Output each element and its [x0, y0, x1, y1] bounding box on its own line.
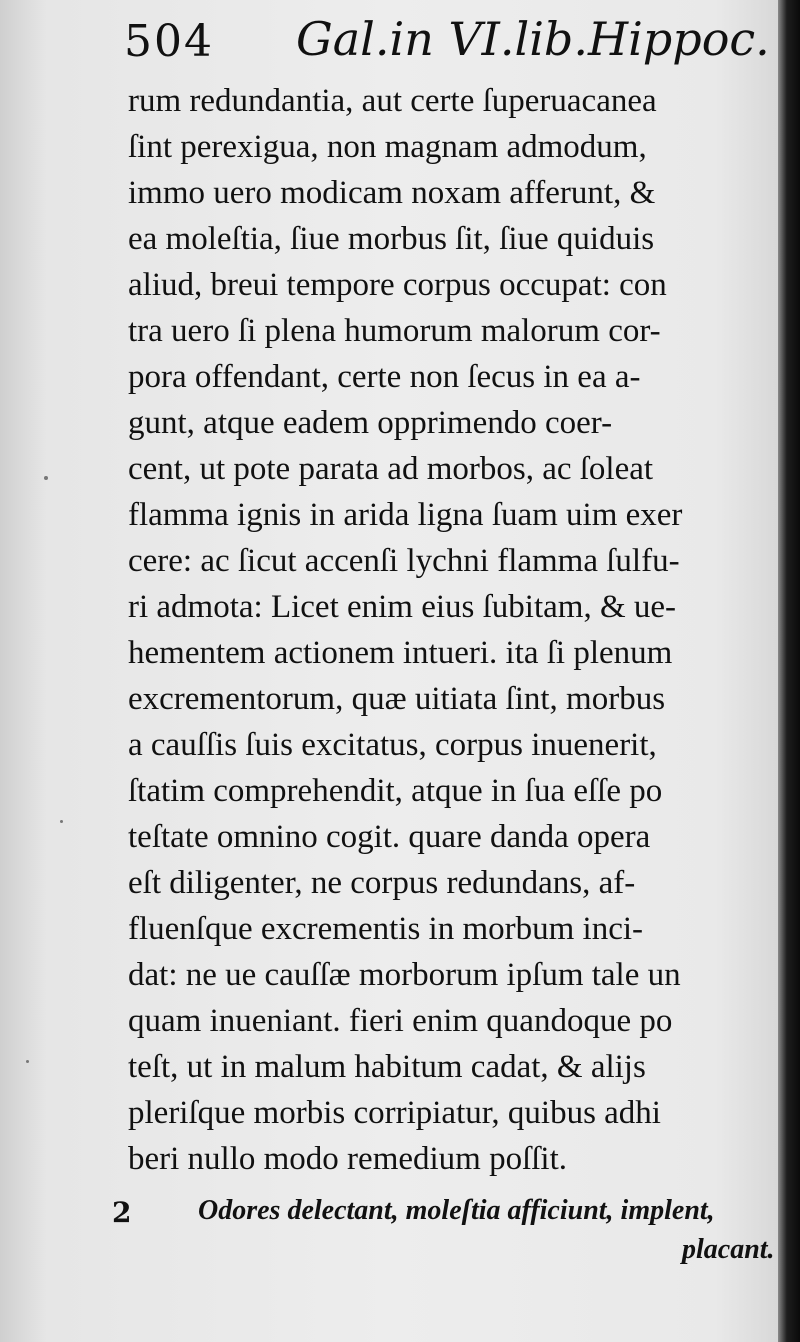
margin-note-continuation: placant.	[682, 1234, 775, 1265]
text-line: excrementorum, quæ uitiata ſint, morbus	[128, 681, 666, 717]
text-line: beri nullo modo remedium poſſit.	[128, 1141, 568, 1177]
text-line: a cauſſis ſuis excitatus, corpus inuenerit,	[128, 727, 657, 763]
paper-speck	[60, 820, 63, 823]
text-line: aliud, breui tempore corpus occupat: con	[128, 267, 667, 303]
text-line: teſtate omnino cogit. quare danda opera	[128, 819, 651, 855]
text-line: ri admota: Licet enim eius ſubitam, & ue-	[128, 589, 677, 625]
text-line: tra uero ſi plena humorum malorum cor-	[128, 313, 661, 349]
text-line: immo uero modicam noxam afferunt, &	[128, 175, 656, 211]
text-line: hementem actionem intueri. ita ſi plenum	[128, 635, 673, 671]
text-line: eſt diligenter, ne corpus redundans, af-	[128, 865, 636, 901]
text-line: ſtatim comprehendit, atque in ſua eſſe po	[128, 773, 663, 809]
text-line: flamma ignis in arida ligna ſuam uim exer	[128, 497, 683, 533]
paper-speck	[44, 476, 48, 480]
page-header	[118, 10, 770, 70]
text-line: dat: ne ue cauſſæ morborum ipſum tale un	[128, 957, 681, 993]
page-number: 504	[124, 16, 214, 67]
text-line: teſt, ut in malum habitum cadat, & alijs	[128, 1049, 646, 1085]
text-line: gunt, atque eadem opprimendo coer-	[128, 405, 613, 441]
text-line: quam inueniant. fieri enim quandoque po	[128, 1003, 673, 1039]
margin-note-number: 2	[112, 1196, 132, 1229]
body-text	[128, 78, 768, 1182]
text-line: cent, ut pote parata ad morbos, ac ſoleat	[128, 451, 654, 487]
text-line: rum redundantia, aut certe ſuperuacanea	[128, 83, 657, 119]
text-line: ſint perexigua, non magnam admodum,	[128, 129, 647, 165]
text-line: pora offendant, certe non ſecus in ea a-	[128, 359, 641, 395]
margin-note: Odores delectant, moleſtia afficiunt, implent,	[198, 1195, 715, 1226]
text-line: fluenſque excrementis in morbum inci-	[128, 911, 644, 947]
text-line: ea moleſtia, ſiue morbus ſit, ſiue quiduis	[128, 221, 655, 257]
text-line: pleriſque morbis corripiatur, quibus adhi	[128, 1095, 661, 1131]
running-title: Gal.in VI.lib.Hippoc.	[296, 12, 770, 66]
paper-speck	[26, 1060, 29, 1063]
page-edge-shadow	[778, 0, 800, 1342]
text-line: cere: ac ſicut accenſi lychni flamma ſulfu-	[128, 543, 680, 579]
